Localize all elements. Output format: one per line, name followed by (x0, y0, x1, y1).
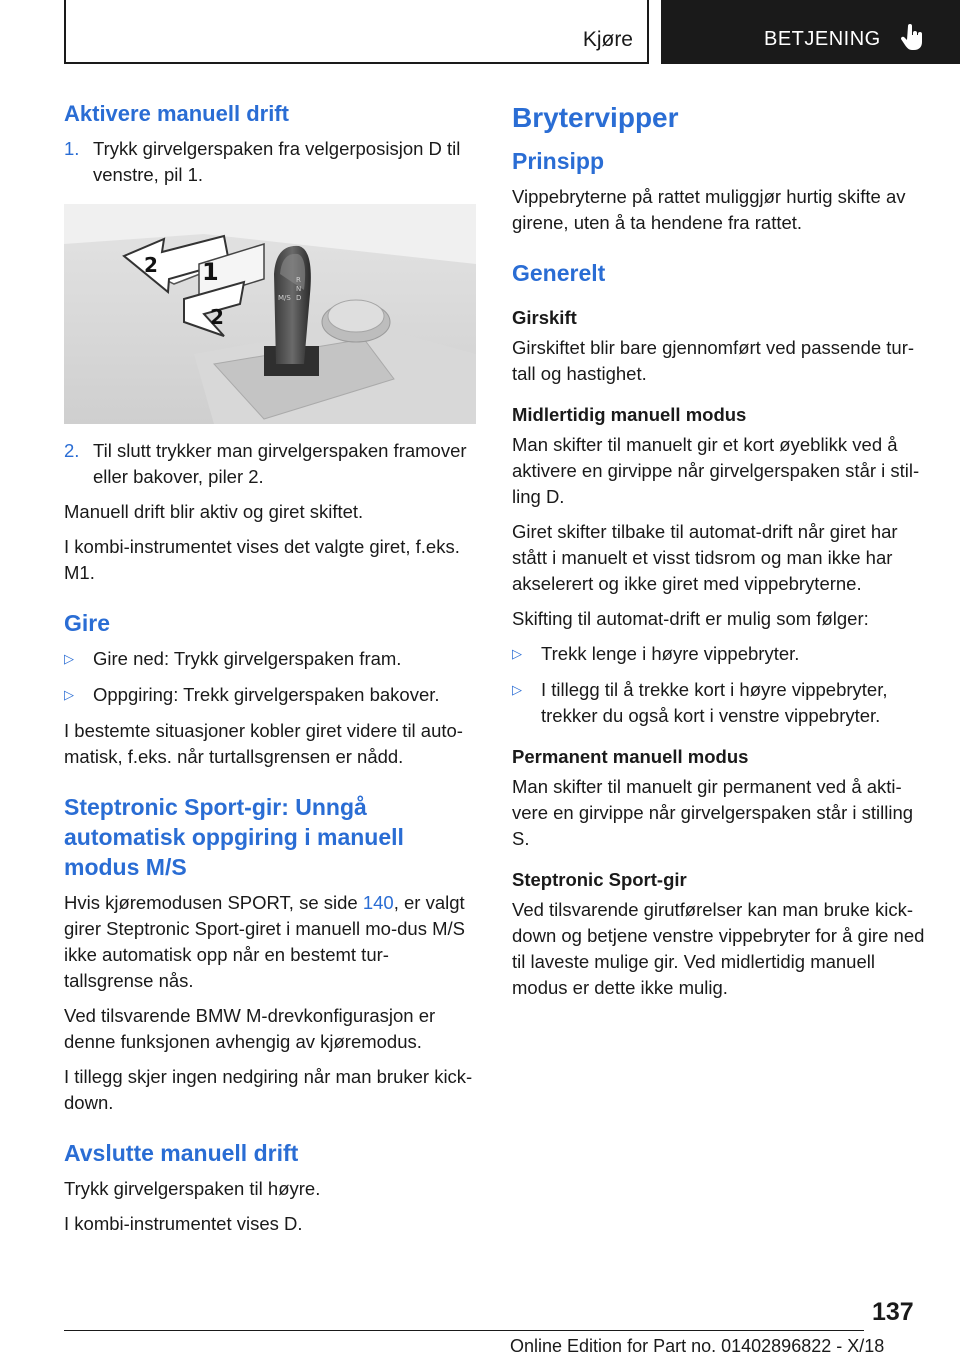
heading-permanent-manual: Permanent manuell modus (512, 746, 749, 767)
paragraph-situations: I bestemte situasjoner kobler giret videre til auto-matisk, f.eks. når turtallsgrensen er nådd. (64, 720, 463, 767)
paragraph-prinsipp: Vippebryterne på rattet muliggjør hurtig skifte av girene, uten å ta hendene fra rattet. (512, 186, 906, 233)
heading-end-manual: Avslutte manuell drift (64, 1140, 299, 1166)
triangle-bullet-icon: ▷ (64, 687, 74, 702)
gear-label-ms: M/S (278, 294, 291, 302)
header-chapter-title: BETJENING (764, 28, 881, 50)
bullet-gire-ned-text: Gire ned: Trykk girvelgerspaken fram. (93, 648, 402, 669)
heading-gire: Gire (64, 610, 111, 636)
bullet-oppgiring-text: Oppgiring: Trekk girvelgerspaken bakover. (93, 684, 440, 705)
step-1-number: 1. (64, 138, 80, 159)
step-1-text: Trykk girvelgerspaken fra velgerposisjon D til venstre, pil 1. (93, 138, 461, 185)
arrow-label-2-lower: 2 (210, 305, 224, 329)
heading-generelt: Generelt (512, 260, 606, 286)
gear-label-n: N (296, 285, 302, 293)
heading-girskift: Girskift (512, 307, 577, 328)
heading-activate-manual: Aktivere manuell drift (64, 101, 289, 126)
triangle-bullet-icon: ▷ (64, 651, 74, 666)
triangle-bullet-icon: ▷ (512, 646, 522, 661)
step-2-number: 2. (64, 440, 80, 461)
bullet-trekk-kort (512, 677, 930, 729)
gear-selector-photo (64, 204, 476, 424)
paragraph-sport-pre: Hvis kjøremodusen SPORT, se side (64, 892, 363, 913)
paragraph-sport (64, 890, 476, 994)
hand-pointer-icon (899, 24, 925, 52)
header-section-title: Kjøre (582, 28, 633, 51)
bullet-gire-ned (64, 646, 476, 672)
page-number: 137 (872, 1298, 914, 1326)
paragraph-end-2: I kombi-instrumentet vises D. (64, 1213, 303, 1234)
bullet-oppgiring (64, 682, 476, 708)
bullet-trekk-kort-text: I tillegg til å trekke kort i høyre vippebryter, trekker du også kort i venstre vippebryter. (541, 679, 888, 726)
paragraph-temporary-1: Man skifter til manuelt gir et kort øyeblikk ved å aktivere en girvippe når girvelgerspaken står i stil-ling D. (512, 434, 920, 507)
heading-prinsipp: Prinsipp (512, 148, 605, 174)
page-reference-link[interactable]: 140 (362, 892, 394, 913)
paragraph-active: Manuell drift blir aktiv og giret skiftet. (64, 501, 364, 522)
heading-steptronic-sport: Steptronic Sport-gir (512, 869, 687, 890)
step-2-text: Til slutt trykker man girvelgerspaken framover eller bakover, piler 2. (93, 440, 467, 487)
paragraph-sport-post: , er valgt girer Steptronic Sport-giret i manuell mo-dus M/S ikke automatisk opp når en bestemt tur-tallsgrense nås. (64, 892, 465, 991)
paragraph-kickdown: I tillegg skjer ingen nedgiring når man bruker kick-down. (64, 1066, 473, 1113)
gear-label-d: D (296, 294, 302, 302)
paragraph-steptronic-sport: Ved tilsvarende girutførelser kan man bruke kick-down og betjene venstre vippebryter for å gire ned til laveste mulige gir. Ved midlertidig manuell modus er dette ikke mulig. (512, 899, 925, 998)
header-section-box (64, 0, 649, 64)
footer-edition: Online Edition for Part no. 01402896822 - X/18 (510, 1336, 885, 1356)
paragraph-end-1: Trykk girvelgerspaken til høyre. (64, 1178, 321, 1199)
paragraph-temporary-2: Giret skifter tilbake til automat-drift når giret har stått i manuelt et visst tidsrom og man ikke har akselerert og ikke giret med vippebryterne. (512, 521, 898, 594)
footer-divider (64, 1330, 864, 1331)
heading-temporary-manual: Midlertidig manuell modus (512, 404, 747, 425)
step-2 (64, 438, 476, 490)
left-column (64, 100, 476, 1246)
bullet-trekk-lenge-text: Trekk lenge i høyre vippebryter. (541, 643, 800, 664)
gear-label-r: R (296, 276, 301, 284)
paragraph-bmw: Ved tilsvarende BMW M-drevkonfigurasjon er denne funksjonen avhengig av kjøremodus. (64, 1005, 436, 1052)
right-column (512, 100, 930, 1010)
paragraph-kombi: I kombi-instrumentet vises det valgte giret, f.eks. M1. (64, 536, 460, 583)
paragraph-permanent: Man skifter til manuelt gir permanent ved å akti-vere en girvippe når girvelgerspaken står i stilling S. (512, 776, 914, 849)
bullet-trekk-lenge (512, 641, 930, 667)
arrow-label-2-upper: 2 (144, 253, 158, 277)
gear-selector-illustration (64, 204, 476, 424)
paragraph-temporary-3: Skifting til automat-drift er mulig som følger: (512, 608, 869, 629)
header-chapter-tab (661, 0, 960, 64)
arrow-label-1: 1 (202, 258, 219, 286)
paragraph-girskift: Girskiftet blir bare gjennomført ved passende tur-tall og hastighet. (512, 337, 915, 384)
heading-brytervipper: Brytervipper (512, 102, 679, 133)
triangle-bullet-icon: ▷ (512, 682, 522, 697)
step-1 (64, 136, 476, 188)
heading-steptronic: Steptronic Sport-gir: Unngå automatisk oppgiring i manuell modus M/S (64, 794, 404, 880)
